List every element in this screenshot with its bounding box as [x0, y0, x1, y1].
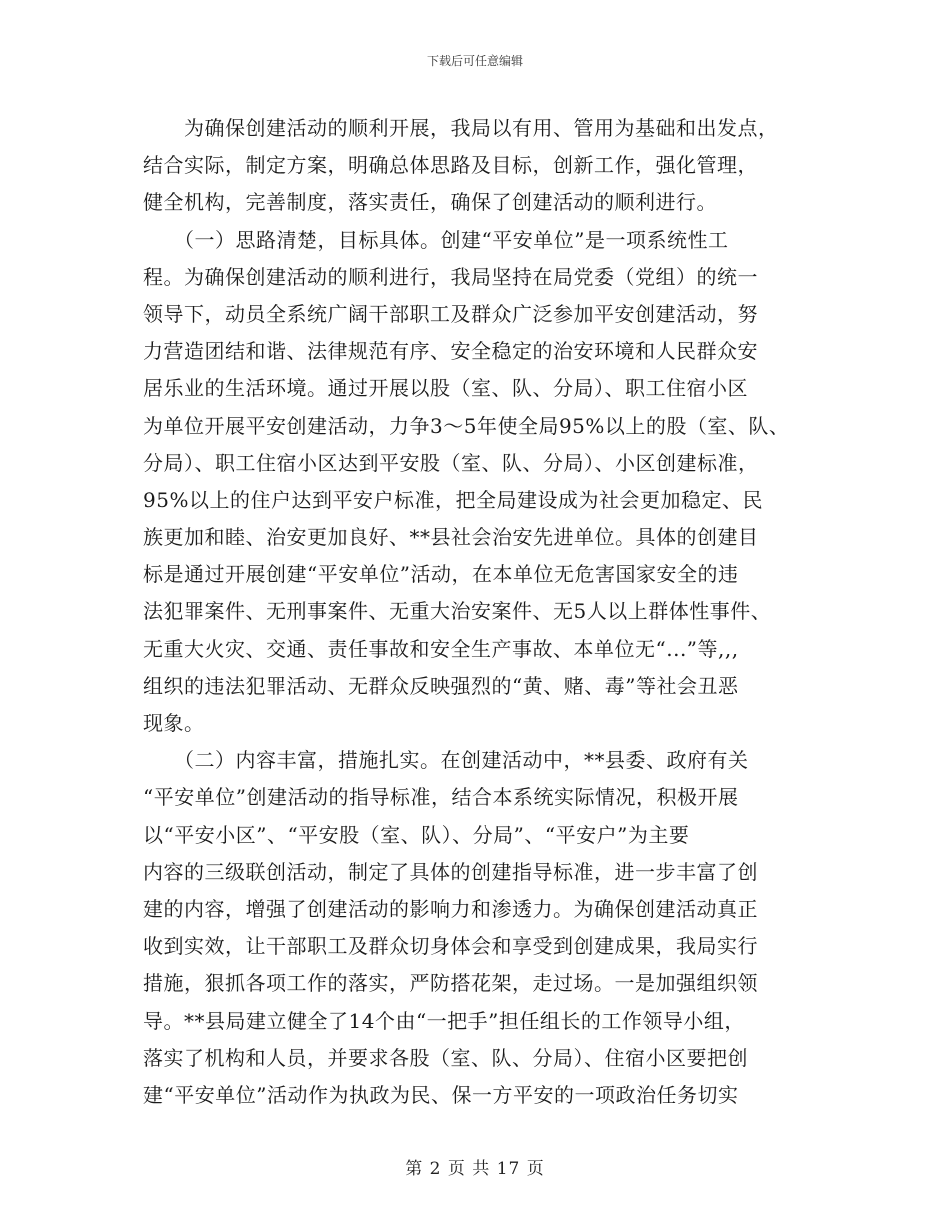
- text-line: 结合实际，制定方案，明确总体思路及目标，创新工作，强化管理，: [143, 153, 758, 178]
- text-line: 现象。: [143, 711, 205, 735]
- text-line: 居乐业的生活环境。通过开展以股（室、队、分局）、职工住宿小区: [143, 376, 748, 401]
- text-line: 力营造团结和谐、法律规范有序、安全稳定的治安环境和人民群众安: [143, 339, 758, 364]
- text-line: 建“平安单位”活动作为执政为民、保一方平安的一项政治任务切实: [143, 1082, 739, 1107]
- text-line: 导。**县局建立健全了14个由“一把手”担任组长的工作领导小组，: [143, 1008, 745, 1033]
- text-line: 为确保创建活动的顺利开展，我局以有用、管用为基础和出发点，: [143, 116, 779, 140]
- text-line: 程。为确保创建活动的顺利进行，我局坚持在局党委（党组）的统一: [143, 264, 758, 289]
- text-line: 95%以上的住户达到平安户标准，把全局建设成为社会更加稳定、民: [143, 487, 763, 512]
- text-line: （二）内容丰富，措施扎实。在创建活动中，**县委、政府有关: [143, 748, 749, 773]
- text-line: 族更加和睦、治安更加良好、**县社会治安先进单位。具体的创建目: [143, 525, 759, 550]
- text-line: 措施，狠抓各项工作的落实，严防搭花架，走过场。一是加强组织领: [143, 971, 758, 996]
- text-line: 健全机构，完善制度，落实责任，确保了创建活动的顺利进行。: [143, 190, 717, 215]
- text-line: 以“平安小区”、“平安股（室、队）、分局”、“平安户”为主要: [143, 822, 690, 847]
- text-line: 内容的三级联创活动，制定了具体的创建指导标准，进一步丰富了创: [143, 859, 758, 884]
- text-line: 落实了机构和人员，并要求各股（室、队、分局）、住宿小区要把创: [143, 1045, 748, 1070]
- text-line: 建的内容，增强了创建活动的影响力和渗透力。为确保创建活动真正: [143, 896, 758, 921]
- text-line: 收到实效，让干部职工及群众切身体会和享受到创建成果，我局实行: [143, 934, 758, 959]
- text-line: 标是通过开展创建“平安单位”活动，在本单位无危害国家安全的违: [143, 562, 739, 587]
- text-line: （一）思路清楚，目标具体。创建“平安单位”是一项系统性工: [143, 227, 729, 252]
- text-line: 组织的违法犯罪活动、无群众反映强烈的“黄、赌、毒”等社会丑恶: [143, 673, 739, 698]
- text-line: 为单位开展平安创建活动，力争3～5年使全局95%以上的股（室、队、: [143, 413, 790, 438]
- text-line: 无重大火灾、交通、责任事故和安全生产事故、本单位无“...”等,,,: [143, 636, 739, 661]
- document-body: [143, 110, 833, 1114]
- text-line: 法犯罪案件、无刑事案件、无重大治安案件、无5人以上群体性事件、: [143, 599, 772, 624]
- text-line: “平安单位”创建活动的指导标准，结合本系统实际情况，积极开展: [143, 785, 739, 810]
- page-header: 下载后可任意编辑: [426, 54, 523, 68]
- page-footer: 第 2 页 共 17 页: [405, 1159, 545, 1179]
- text-line: 分局）、职工住宿小区达到平安股（室、队、分局）、小区创建标准，: [143, 450, 759, 475]
- text-line: 领导下，动员全系统广阔干部职工及群众广泛参加平安创建活动，努: [143, 301, 758, 326]
